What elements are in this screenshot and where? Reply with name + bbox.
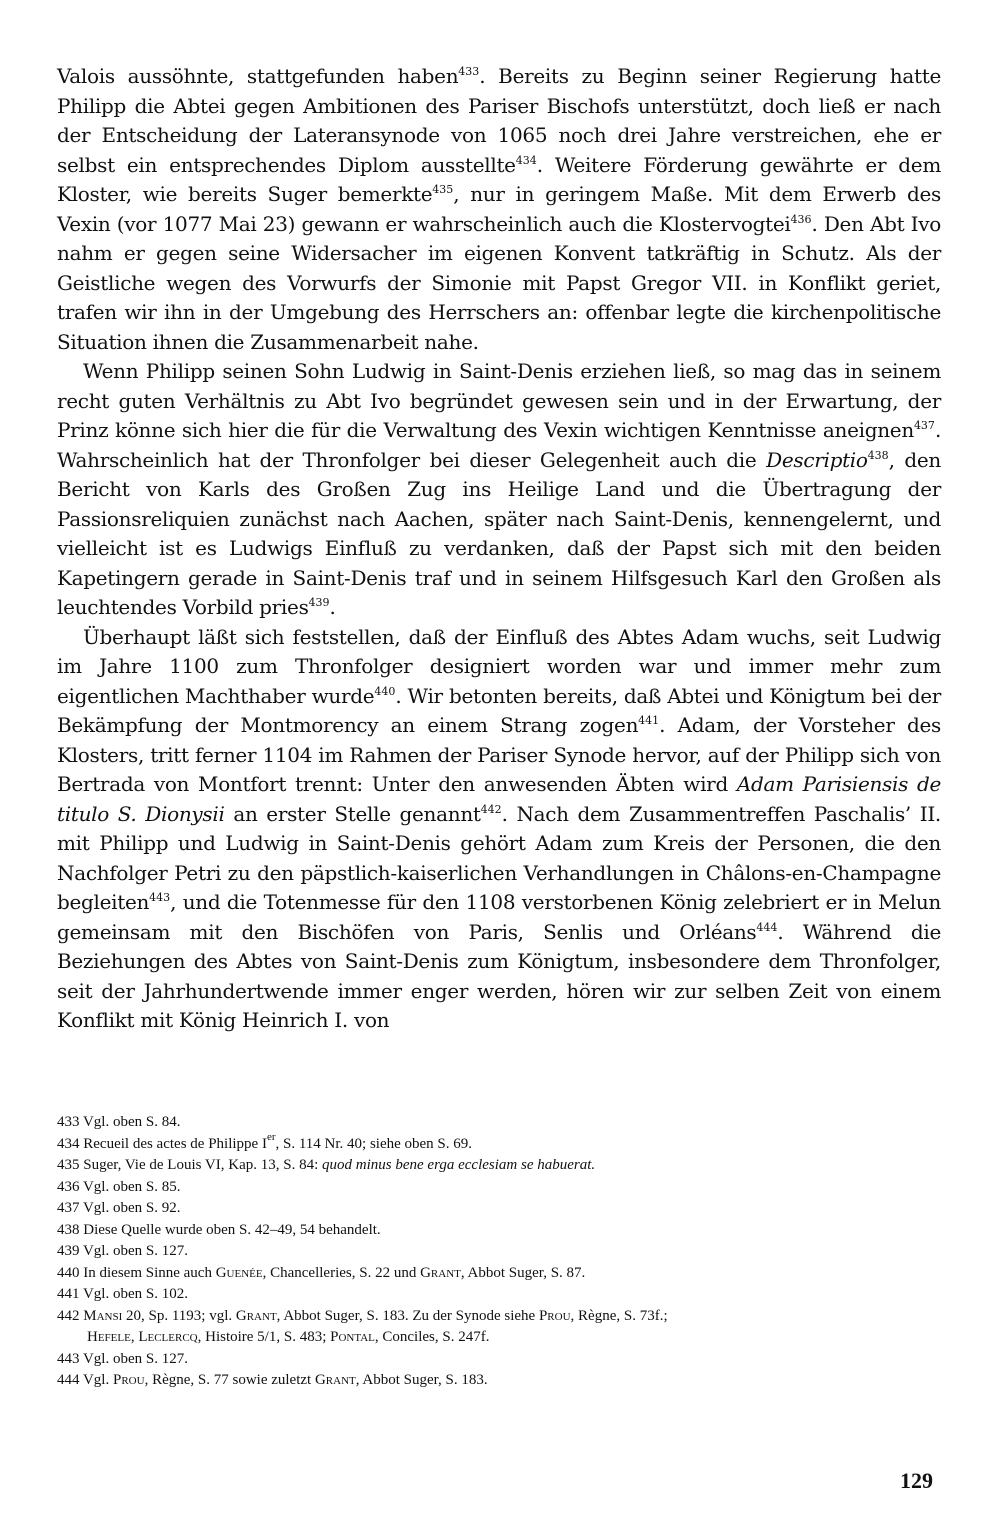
text-run: , Abbot Suger, S. 183. Zu der Synode siehe (276, 1307, 539, 1324)
footnote (57, 1241, 941, 1263)
text-run: , nur in geringem Maße. Mit dem Erwerb des Vexin (vor 1077 Mai 23) gewann er wahrscheinlich auch die Klostervogtei (57, 182, 941, 236)
paragraph-3 (57, 623, 941, 1036)
author-name: Prou (538, 1307, 571, 1324)
author-name: Grant (314, 1372, 356, 1388)
text-run: . Weitere Förderung gewährte er dem Kloster, wie bereits Suger bemerkte (57, 152, 941, 206)
author-name: Leclercq (138, 1329, 198, 1345)
footnote (57, 1284, 941, 1306)
text-run: an erster Stelle genannt (224, 801, 481, 826)
text-run: 434 Recueil des actes de Philippe I (57, 1135, 267, 1152)
text-run: . Nach dem Zusammentreffen Paschalis’ II. mit Philipp und Ludwig in Saint-Denis gehört Adam zum Kreis der Personen, die den Nachfolger Petri zu den päpstlich-kaiserlichen Verhandlungen in Châlons-en-Champagne begleiten (57, 801, 941, 914)
footnote-ref: 436 (790, 212, 812, 226)
text-run: , Chancelleries, S. 22 und (262, 1264, 421, 1281)
page-number: 129 (900, 1468, 933, 1493)
footnote-ref: 434 (515, 153, 537, 167)
footnote-ref: 437 (913, 419, 935, 432)
footnote (57, 1112, 941, 1134)
author-name: Hefele (87, 1329, 131, 1345)
text-run: 442 (57, 1307, 84, 1324)
author-name: Grant (235, 1307, 277, 1324)
author-name: Grant (420, 1264, 461, 1281)
text-run: Wenn Philipp seinen Sohn Ludwig in Saint-Denis erziehen ließ, so mag das in seinem recht guten Verhältnis zu Abt Ivo begründet gewesen sein und in der Erwartung, der Prinz könne sich hier die für die Verwaltung des Vexin wichtigen Kenntnisse aneignen (57, 359, 941, 442)
footnote-ref: 443 (149, 891, 171, 904)
text-run: . Wahrscheinlich hat der Thronfolger bei dieser Gelegenheit auch die (57, 418, 941, 472)
text-run: , und die Totenmesse für den 1108 verstorbenen König zelebriert er in Melun gemeinsam mit den Bischöfen von Paris, Senlis und Orléans (57, 890, 941, 944)
footnote (57, 1349, 941, 1371)
text-run: 436 Vgl. oben S. 85. (57, 1178, 181, 1195)
italic-text: quod minus bene erga ecclesiam se habuerat. (322, 1157, 596, 1173)
footnote-ref: 441 (638, 714, 660, 727)
text-run: . Wir betonten bereits, daß Abtei und Königtum bei der Bekämpfung der Montmorency an einem Strang zogen (57, 683, 941, 737)
italic-text: Descriptio (766, 447, 868, 472)
footnote-ref: 442 (480, 802, 502, 816)
footnotes (57, 1112, 941, 1392)
text-run: 20, Sp. 1193; vgl. (122, 1307, 236, 1324)
text-run: , Conciles, S. 247f. (374, 1329, 490, 1345)
footnote (57, 1130, 941, 1156)
text-run: . Den Abt Ivo nahm er gegen seine Widersacher im eigenen Konvent tatkräftig in Schutz. Als der Geistliche wegen des Vorwurfs der Simonie mit Papst Gregor VII. in Konflikt geriet, trafen wir ihn in der Umgebung des Herrschers an: offenbar legte die kirchenpolitische Situation ihnen die Zusammenarbeit nahe. (57, 211, 941, 354)
text-run: Valois aussöhnte, stattgefunden haben (57, 64, 459, 88)
text-run: , Règne, S. 77 sowie zuletzt (144, 1372, 315, 1388)
text-run: 435 Suger, Vie de Louis VI, Kap. 13, S. 84: (57, 1157, 323, 1173)
footnote (57, 1370, 941, 1392)
text-run: 440 In diesem Sinne auch (57, 1264, 216, 1281)
footnote (57, 1327, 941, 1349)
text-run: 444 Vgl. (57, 1372, 113, 1388)
author-name: Prou (112, 1372, 145, 1388)
footnote (57, 1306, 941, 1328)
footnote (57, 1263, 941, 1285)
author-name: Mansi (83, 1307, 123, 1324)
footnote-ref: 439 (308, 596, 330, 609)
italic-text: Adam Parisiensis de titulo S. Dionysii (57, 772, 941, 826)
footnote (57, 1198, 941, 1220)
text-run: . Bereits zu Beginn seiner Regierung hatte Philipp die Abtei gegen Ambitionen des Pariser Bischofs unterstützt, doch ließ er nach der Entscheidung der Lateransynode von 1065 noch drei Jahre verstreichen, ehe er selbst ein entsprechendes Diplom ausstellte (57, 64, 941, 177)
footnote-ref: 438 (867, 448, 889, 462)
main-text (57, 62, 941, 1036)
text-run: 443 Vgl. oben S. 127. (57, 1350, 188, 1367)
text-run: Überhaupt läßt sich feststellen, daß der Einfluß des Abtes Adam wuchs, seit Ludwig im Jahre 1100 zum Thronfolger designiert worden war und immer mehr zum eigentlichen Machthaber wurde (57, 624, 941, 708)
text-run: . Während die Beziehungen des Abtes von Saint-Denis zum Königtum, insbesondere dem Thronfolger, seit der Jahrhundertwende immer enger werden, hören wir zur selben Zeit von einem Konflikt mit König Heinrich I. von (57, 919, 941, 1032)
paragraph-1 (57, 62, 941, 357)
text-run: 439 Vgl. oben S. 127. (57, 1243, 188, 1259)
text-run: , Histoire 5/1, S. 483; (197, 1329, 331, 1345)
footnote (57, 1177, 941, 1199)
paragraph-2 (57, 357, 941, 623)
author-name: Pontal (330, 1329, 375, 1345)
text-run: , Abbot Suger, S. 87. (460, 1264, 586, 1281)
text-run: , S. 114 Nr. 40; siehe oben S. 69. (275, 1135, 473, 1152)
text-run: 438 Diese Quelle wurde oben S. 42–49, 54 behandelt. (57, 1221, 381, 1238)
text-run: , Règne, S. 73f.; (570, 1307, 668, 1324)
footnote-ref: 435 (432, 183, 454, 196)
footnote-ref: 440 (374, 684, 396, 698)
text-run: 437 Vgl. oben S. 92. (57, 1200, 181, 1216)
author-name: Guenée (215, 1264, 263, 1281)
footnote (57, 1220, 941, 1242)
text-run: 441 Vgl. oben S. 102. (57, 1286, 188, 1302)
text-run: 433 Vgl. oben S. 84. (57, 1114, 181, 1130)
text-run: , den Bericht von Karls des Großen Zug ins Heilige Land und die Übertragung der Passionsreliquien zunächst nach Aachen, später nach Saint-Denis, kennengelernt, und vielleicht ist es Ludwigs Einfluß zu verdanken, daß der Papst sich mit den beiden Kapetingern gerade in Saint-Denis traf und in seinem Hilfsgesuch Karl den Großen als leuchtendes Vorbild pries (57, 447, 941, 619)
footnote-ref: er (266, 1130, 276, 1143)
text-run: , Abbot Suger, S. 183. (355, 1372, 488, 1388)
footnote-ref: 444 (756, 920, 778, 934)
footnote (57, 1155, 941, 1177)
footnote-ref: 433 (458, 65, 480, 78)
text-run: . Adam, der Vorsteher des Klosters, tritt ferner 1104 im Rahmen der Pariser Synode hervor, auf der Philipp sich von Bertrada von Montfort trennt: Unter den anwesenden Äbten wird (57, 713, 941, 796)
text-run: , (130, 1329, 139, 1345)
text-run: . (329, 595, 336, 619)
